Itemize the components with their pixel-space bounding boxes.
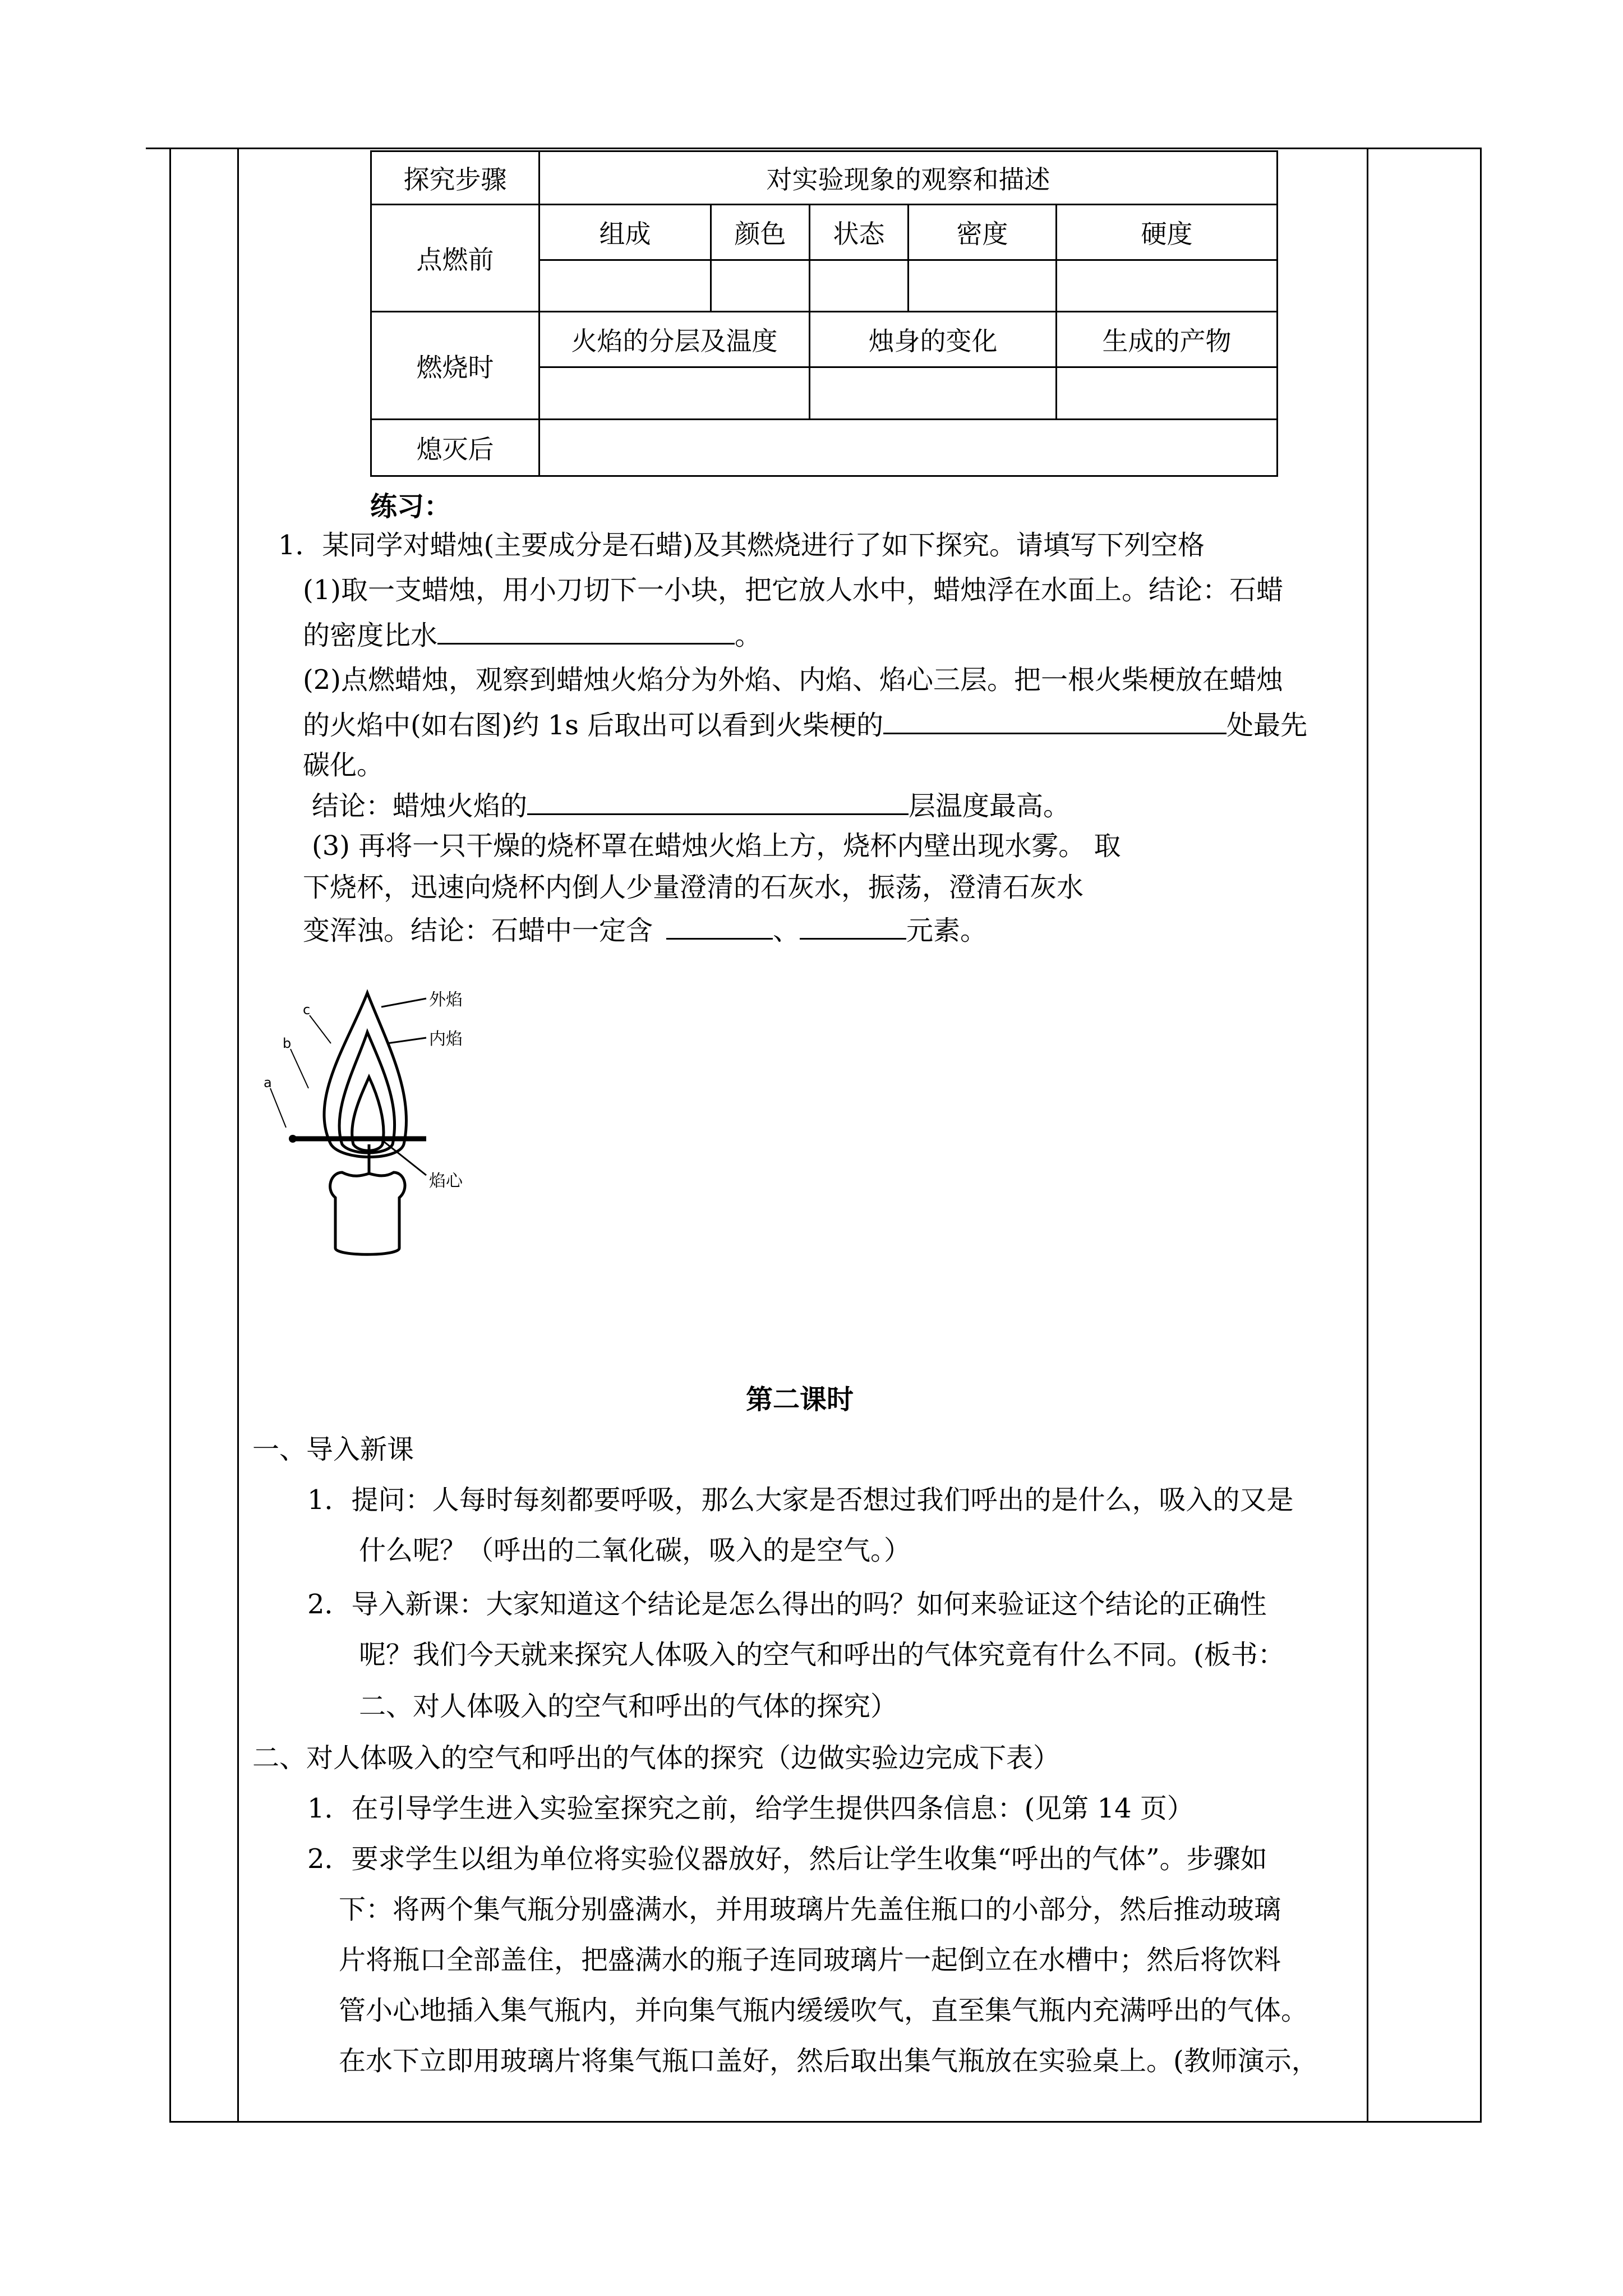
label-b: b	[283, 1036, 292, 1051]
frame-left-line	[169, 148, 171, 2123]
exercise-part3-line2: 下烧杯，迅速向烧杯内倒人少量澄清的石灰水，振荡，澄清石灰水	[303, 872, 1084, 903]
frame-inner-left-line	[237, 148, 239, 2123]
exercise-part1-line1: (1)取一支蜡烛，用小刀切下一小块，把它放人水中，蜡烛浮在水面上。结论：石蜡	[303, 574, 1283, 606]
candle-flame-figure	[247, 976, 538, 1268]
answer-blank	[800, 913, 906, 940]
exercise-part1-line2	[303, 618, 762, 652]
lesson2-step2-line1: 2．要求学生以组为单位将实验仪器放好，然后让学生收集“呼出的气体”。步骤如	[307, 1843, 1267, 1875]
text: 。	[735, 620, 762, 651]
blank-cell	[540, 260, 711, 312]
answer-blank	[437, 618, 735, 645]
col-density: 密度	[909, 204, 1057, 260]
text: 的密度比水	[303, 620, 438, 651]
row-label-after: 熄灭后	[371, 420, 540, 476]
blank-cell	[540, 420, 1278, 476]
lesson2-step2-line3: 片将瓶口全部盖住，把盛满水的瓶子连同玻璃片一起倒立在水槽中；然后将饮料	[339, 1944, 1281, 1976]
col-flame-layers: 火焰的分层及温度	[540, 312, 810, 367]
lesson2-step1: 1．在引导学生进入实验室探究之前，给学生提供四条信息：(见第 14 页）	[307, 1793, 1194, 1824]
col-composition: 组成	[540, 204, 711, 260]
lesson2-section-2: 二、对人体吸入的空气和呼出的气体的探究（边做实验边完成下表）	[252, 1742, 1061, 1774]
leader-line	[310, 1015, 331, 1043]
exercise-part3-line3	[303, 913, 987, 947]
lesson2-item2-line2: 呢？我们今天就来探究人体吸入的空气和呼出的气体究竟有什么不同。(板书：	[359, 1639, 1285, 1671]
observation-table	[370, 150, 1278, 477]
text: 、	[773, 915, 800, 946]
col-hardness: 硬度	[1057, 204, 1278, 260]
blank-cell	[1057, 260, 1278, 312]
lesson2-title: 第二课时	[746, 1384, 854, 1415]
header-observation: 对实验现象的观察和描述	[540, 151, 1278, 205]
text: 结论：蜡烛火焰的	[312, 790, 528, 822]
leader-line	[387, 1038, 426, 1043]
col-candle-change: 烛身的变化	[810, 312, 1057, 367]
row-label-before: 点燃前	[371, 204, 540, 312]
lesson2-item2-line3: 二、对人体吸入的空气和呼出的气体的探究）	[359, 1691, 898, 1722]
text: 层温度最高。	[909, 790, 1071, 822]
lesson2-step2-line5: 在水下立即用玻璃片将集气瓶口盖好，然后取出集气瓶放在实验桌上。(教师演示，	[339, 2045, 1318, 2077]
answer-blank	[883, 708, 1227, 734]
exercise-part2-line1: (2)点燃蜡烛，观察到蜡烛火焰分为外焰、内焰、焰心三层。把一根火柴梗放在蜡烛	[303, 664, 1283, 696]
lesson2-item2-line1: 2．导入新课：大家知道这个结论是怎么得出的吗？如何来验证这个结论的正确性	[307, 1589, 1267, 1620]
text: 变浑浊。结论：石蜡中一定含	[303, 915, 653, 946]
blank-cell	[1057, 367, 1278, 420]
lesson2-item1-line1: 1．提问：人每时每刻都要呼吸，那么大家是否想过我们呼出的是什么，吸入的又是	[307, 1484, 1294, 1516]
inner-flame-shape	[339, 1032, 395, 1153]
exercise-conclusion	[312, 789, 1070, 823]
label-outer-flame: 外焰	[429, 990, 463, 1010]
label-a: a	[264, 1075, 272, 1091]
blank-cell	[810, 367, 1057, 420]
leader-line	[291, 1049, 308, 1088]
bottom-rule	[169, 2121, 1482, 2123]
col-products: 生成的产物	[1057, 312, 1278, 367]
lesson2-step2-line2: 下：将两个集气瓶分别盛满水，并用玻璃片先盖住瓶口的小部分，然后推动玻璃	[339, 1894, 1281, 1925]
header-step: 探究步骤	[371, 151, 540, 205]
lesson2-section-1: 一、导入新课	[252, 1434, 414, 1465]
text: 处最先	[1227, 710, 1308, 741]
blank-cell	[909, 260, 1057, 312]
top-rule	[146, 148, 1481, 149]
leader-line	[270, 1088, 286, 1128]
text: 的火焰中(如右图)约 1s 后取出可以看到火柴梗的	[303, 710, 884, 741]
exercise-part2-line2	[303, 708, 1307, 742]
blank-cell	[711, 260, 810, 312]
lesson2-item1-line2: 什么呢？（呼出的二氧化碳，吸入的是空气。）	[359, 1535, 911, 1566]
label-flame-core: 焰心	[429, 1171, 463, 1191]
exercise-part3-line1: (3) 再将一只干燥的烧杯罩在蜡烛火焰上方，烧杯内壁出现水雾。 取	[312, 830, 1121, 862]
blank-cell	[540, 367, 810, 420]
lesson2-step2-line4: 管小心地插入集气瓶内，并向集气瓶内缓缓吹气，直至集气瓶内充满呼出的气体。	[339, 1995, 1308, 2026]
exercise-part2-line3: 碳化。	[303, 749, 384, 781]
label-inner-flame: 内焰	[429, 1029, 463, 1049]
exercise-question-1: 1．某同学对蜡烛(主要成分是石蜡)及其燃烧进行了如下探究。请填写下列空格	[278, 530, 1205, 561]
exercise-heading: 练习：	[370, 491, 451, 522]
row-label-burning: 燃烧时	[371, 312, 540, 420]
match-tip	[289, 1135, 297, 1143]
frame-right-line	[1480, 148, 1482, 2123]
frame-inner-right-line	[1367, 148, 1368, 2123]
answer-blank	[666, 913, 773, 940]
text: 元素。	[906, 915, 988, 946]
candle-body	[330, 1172, 405, 1254]
col-state: 状态	[810, 204, 909, 260]
label-c: c	[303, 1002, 311, 1018]
candle-diagram	[247, 976, 538, 1268]
blank-cell	[810, 260, 909, 312]
leader-line	[381, 999, 426, 1007]
col-color: 颜色	[711, 204, 810, 260]
answer-blank	[527, 789, 909, 815]
